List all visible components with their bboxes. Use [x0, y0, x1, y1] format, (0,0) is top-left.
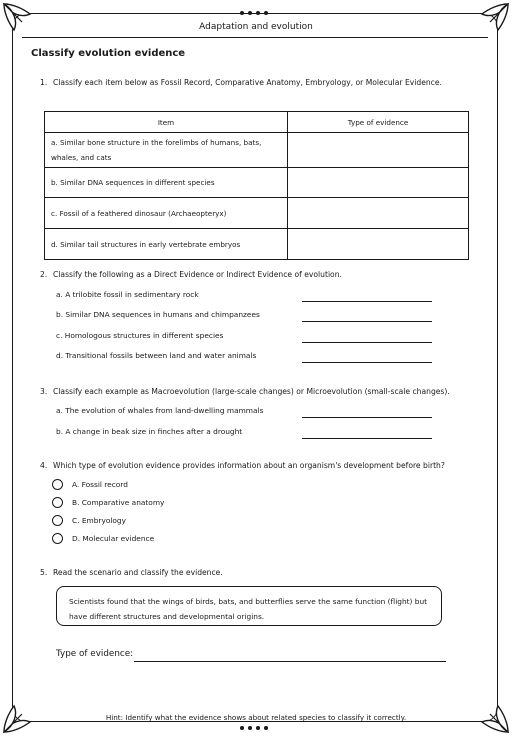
table-header-row — [45, 112, 469, 133]
bottom-dots-ornament — [240, 726, 268, 730]
list-item — [56, 290, 436, 304]
answer-option-a[interactable] — [52, 477, 128, 491]
table-cell-item: a. Similar bone structure in the forelimbs of humans, bats, whales, and cats — [45, 133, 288, 168]
section-title: Classify evolution evidence — [31, 48, 186, 59]
answer-line[interactable] — [302, 362, 432, 363]
question-number: 1. — [40, 78, 48, 87]
leaf-ornament-top-left-icon — [0, 0, 42, 42]
answer-cell[interactable] — [288, 229, 469, 260]
question-number: 2. — [40, 270, 48, 279]
item-label: a. The evolution of whales from land-dwelling mammals — [56, 406, 264, 415]
evidence-table — [44, 111, 469, 260]
question-3 — [40, 383, 470, 400]
type-of-evidence-label: Type of evidence: — [56, 649, 134, 659]
answer-line[interactable] — [302, 417, 432, 418]
item-label: b. A change in beak size in finches after a drought — [56, 427, 243, 436]
answer-cell[interactable] — [288, 133, 469, 168]
option-label: A. Fossil record — [72, 479, 128, 489]
type-of-evidence-answer-line[interactable] — [134, 661, 446, 662]
question-text: Classify each example as Macroevolution (large-scale changes) or Microevolution (small-scale changes). — [53, 387, 450, 396]
radio-circle-icon[interactable] — [52, 515, 63, 526]
question-text: Classify the following as a Direct Evidence or Indirect Evidence of evolution. — [53, 270, 342, 279]
table-cell-item: d. Similar tail structures in early vertebrate embryos — [45, 229, 288, 260]
question-number: 5. — [40, 568, 48, 577]
table-cell-item: b. Similar DNA sequences in different species — [45, 168, 288, 198]
question-text: Read the scenario and classify the evidence. — [53, 568, 223, 577]
item-label: d. Transitional fossils between land and water animals — [56, 351, 257, 360]
table-row — [45, 133, 469, 168]
list-item — [56, 310, 436, 324]
scenario-box: Scientists found that the wings of birds, bats, and butterflies serve the same function (flight) but have different structures and developmental origins. — [56, 586, 442, 626]
table-row — [45, 168, 469, 198]
leaf-ornament-top-right-icon — [470, 0, 512, 42]
column-header-type: Type of evidence — [288, 112, 469, 133]
question-number: 3. — [40, 387, 48, 396]
item-label: a. A trilobite fossil in sedimentary rock — [56, 290, 199, 299]
radio-circle-icon[interactable] — [52, 497, 63, 508]
radio-circle-icon[interactable] — [52, 479, 63, 490]
list-item — [56, 331, 436, 345]
header-divider — [22, 37, 488, 38]
page-title: Adaptation and evolution — [199, 22, 313, 32]
answer-option-d[interactable] — [52, 531, 154, 545]
answer-option-c[interactable] — [52, 513, 126, 527]
question-text: Which type of evolution evidence provides information about an organism's development before birth? — [53, 461, 445, 470]
hint-text: Hint: Identify what the evidence shows about related species to classify it correctly. — [105, 713, 407, 722]
question-text: Classify each item below as Fossil Record, Comparative Anatomy, Embryology, or Molecular Evidence. — [53, 78, 442, 87]
question-2 — [40, 266, 470, 283]
table-row — [45, 229, 469, 260]
item-label: b. Similar DNA sequences in humans and chimpanzees — [56, 310, 260, 319]
item-label: c. Homologous structures in different species — [56, 331, 224, 340]
question-number: 4. — [40, 461, 48, 470]
answer-line[interactable] — [302, 342, 432, 343]
question-1 — [40, 74, 470, 91]
answer-line[interactable] — [302, 438, 432, 439]
table-row — [45, 198, 469, 229]
column-header-item: Item — [45, 112, 288, 133]
top-dots-ornament — [240, 11, 268, 15]
question-4 — [40, 457, 470, 474]
radio-circle-icon[interactable] — [52, 533, 63, 544]
answer-option-b[interactable] — [52, 495, 164, 509]
answer-cell[interactable] — [288, 168, 469, 198]
option-label: D. Molecular evidence — [72, 533, 155, 543]
question-5 — [40, 564, 470, 581]
answer-line[interactable] — [302, 321, 432, 322]
list-item — [56, 351, 436, 365]
answer-line[interactable] — [302, 301, 432, 302]
answer-cell[interactable] — [288, 198, 469, 229]
list-item — [56, 406, 436, 420]
table-cell-item: c. Fossil of a feathered dinosaur (Archaeopteryx) — [45, 198, 288, 229]
option-label: B. Comparative anatomy — [72, 497, 165, 507]
list-item — [56, 427, 436, 441]
option-label: C. Embryology — [72, 515, 126, 525]
